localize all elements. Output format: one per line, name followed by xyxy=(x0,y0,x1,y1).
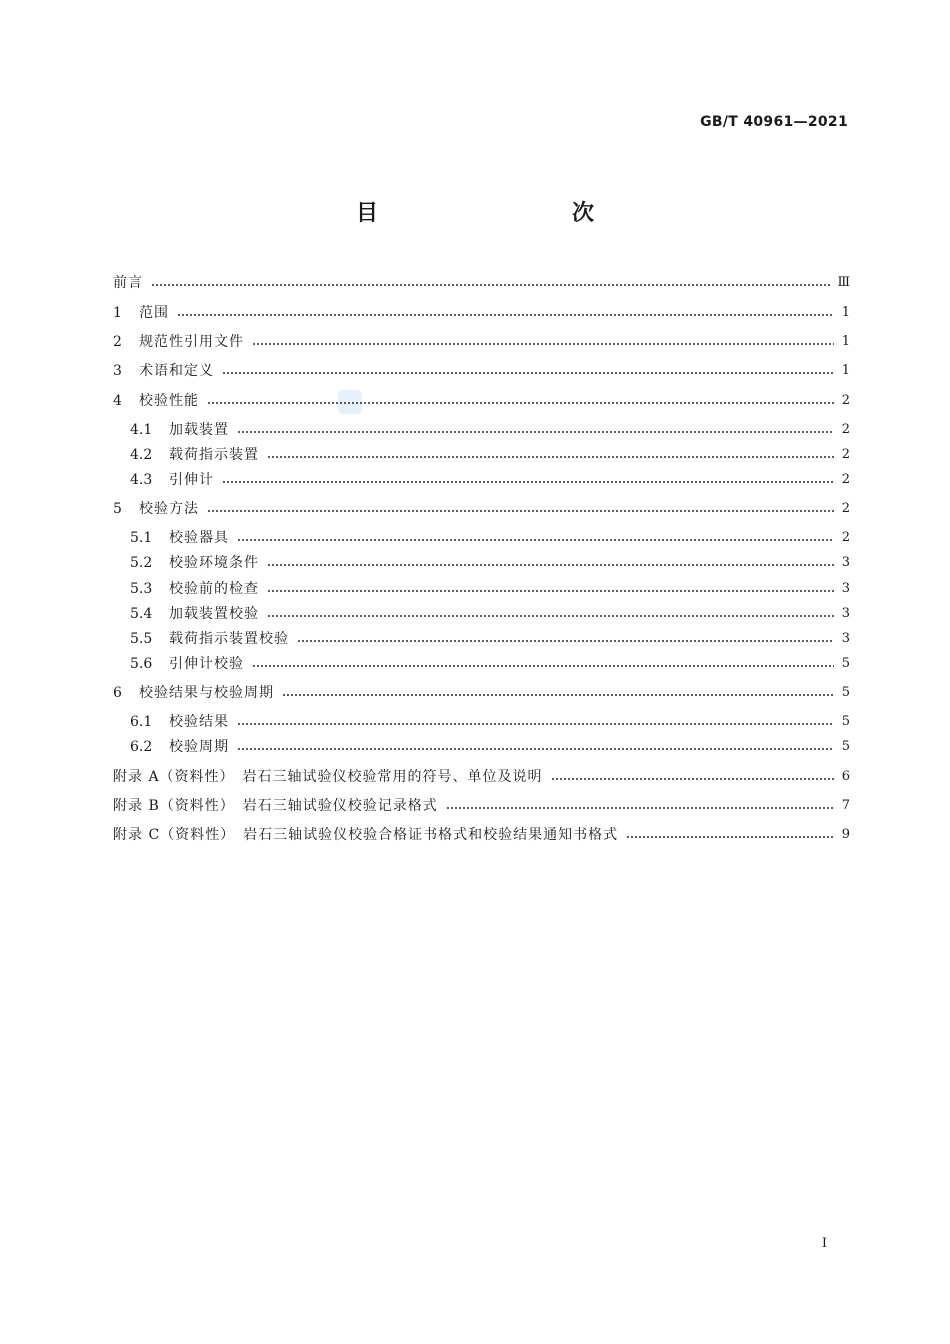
toc-entry[interactable] xyxy=(130,469,850,491)
toc-entry-number: 3 xyxy=(113,363,122,379)
toc-entry-number: 4.2 xyxy=(130,447,153,463)
toc-leader-dots xyxy=(282,694,834,696)
toc-entry[interactable] xyxy=(113,331,850,353)
toc-entry-title: 载荷指示装置 xyxy=(169,447,259,463)
toc-entry-title: 术语和定义 xyxy=(139,363,214,379)
toc-entry-title: 校验性能 xyxy=(139,393,199,409)
toc-entry[interactable] xyxy=(130,628,850,650)
toc-entry-title: 校验周期 xyxy=(169,739,229,755)
toc-entry-number: 4.1 xyxy=(130,422,153,438)
toc-entry-page: 2 xyxy=(841,472,850,487)
toc-entry-title: 附录 B（资料性） 岩石三轴试验仪校验记录格式 xyxy=(113,798,438,814)
toc-entry-title: 范围 xyxy=(139,305,169,321)
toc-entry-number: 5.3 xyxy=(130,581,153,597)
toc-leader-dots xyxy=(267,590,834,592)
toc-entry-page: 1 xyxy=(841,334,850,349)
toc-leader-dots xyxy=(237,539,834,541)
toc-entry-page: 3 xyxy=(841,581,850,596)
page-number: Ⅰ xyxy=(821,1236,827,1251)
toc-entry-title: 校验结果 xyxy=(169,714,229,730)
toc-entry-page: 5 xyxy=(841,714,850,729)
toc-entry[interactable] xyxy=(130,444,850,466)
toc-leader-dots xyxy=(237,723,834,725)
toc-leader-dots xyxy=(207,402,834,404)
toc-entry-page: 3 xyxy=(841,631,850,646)
toc-leader-dots xyxy=(267,615,834,617)
toc-entry-number: 5.2 xyxy=(130,555,153,571)
page-title: 目 次 xyxy=(355,201,644,226)
toc-entry[interactable] xyxy=(113,795,850,817)
toc-leader-dots xyxy=(267,456,834,458)
toc-entry-number: 5.6 xyxy=(130,656,153,672)
toc-entry-title: 校验前的检查 xyxy=(169,581,259,597)
toc-entry[interactable] xyxy=(130,711,850,733)
toc-entry-number: 4 xyxy=(113,393,122,409)
toc-entry-title: 载荷指示装置校验 xyxy=(169,631,289,647)
toc-entry[interactable] xyxy=(130,736,850,758)
toc-entry-page: 6 xyxy=(841,769,850,784)
toc-entry-page: 3 xyxy=(841,606,850,621)
toc-leader-dots xyxy=(267,564,834,566)
toc-leader-dots xyxy=(446,807,834,809)
toc-entry[interactable] xyxy=(113,302,850,324)
toc-leader-dots xyxy=(177,314,834,316)
toc-entry-title: 引伸计校验 xyxy=(169,656,244,672)
toc-leader-dots xyxy=(237,748,834,750)
toc-entry-page: 2 xyxy=(841,501,850,516)
toc-entry-title: 引伸计 xyxy=(169,472,214,488)
toc-entry-page: 2 xyxy=(841,530,850,545)
toc-entry-title: 加载装置 xyxy=(169,422,229,438)
toc-entry-page: 7 xyxy=(841,798,850,813)
toc-entry-title: 校验方法 xyxy=(139,501,199,517)
toc-leader-dots xyxy=(237,431,834,433)
toc-entry-title: 前言 xyxy=(113,275,143,291)
standard-number: GB/T 40961—2021 xyxy=(700,114,848,130)
toc-entry[interactable] xyxy=(130,419,850,441)
toc-entry[interactable] xyxy=(130,603,850,625)
toc-leader-dots xyxy=(297,640,834,642)
toc-entry-title: 校验器具 xyxy=(169,530,229,546)
toc-entry-title: 校验结果与校验周期 xyxy=(139,685,274,701)
toc-entry[interactable] xyxy=(113,360,850,382)
toc-entry-number: 1 xyxy=(113,305,122,321)
toc-entry-number: 5.5 xyxy=(130,631,153,647)
toc-entry-page: 9 xyxy=(841,827,850,842)
toc-entry[interactable] xyxy=(113,682,850,704)
toc-entry-page: 5 xyxy=(841,739,850,754)
toc-entry[interactable] xyxy=(113,824,850,846)
toc-entry-number: 4.3 xyxy=(130,472,153,488)
toc-entry-number: 6.1 xyxy=(130,714,153,730)
toc-entry-page: 2 xyxy=(841,393,850,408)
toc-entry[interactable] xyxy=(113,498,850,520)
toc-entry-page: 5 xyxy=(841,685,850,700)
toc-leader-dots xyxy=(222,481,834,483)
toc-entry-page: 2 xyxy=(841,447,850,462)
toc-entry-number: 5.4 xyxy=(130,606,153,622)
toc-entry[interactable] xyxy=(130,552,850,574)
toc-entry[interactable] xyxy=(113,390,850,412)
toc-leader-dots xyxy=(151,284,831,286)
toc-leader-dots xyxy=(252,343,834,345)
toc-entry-number: 2 xyxy=(113,334,122,350)
toc-entry-page: 3 xyxy=(841,555,850,570)
toc-entry-number: 5 xyxy=(113,501,122,517)
toc-entry[interactable] xyxy=(130,578,850,600)
toc-entry-number: 5.1 xyxy=(130,530,153,546)
toc-leader-dots xyxy=(207,510,834,512)
toc-entry[interactable] xyxy=(130,527,850,549)
toc-leader-dots xyxy=(626,836,834,838)
toc-entry-page: 1 xyxy=(841,305,850,320)
toc-entry-number: 6.2 xyxy=(130,739,153,755)
toc-entry-page: 2 xyxy=(841,422,850,437)
toc-entry-number: 6 xyxy=(113,685,122,701)
toc-leader-dots xyxy=(222,372,834,374)
toc-leader-dots xyxy=(252,665,834,667)
toc-leader-dots xyxy=(551,778,834,780)
toc-entry-page: 1 xyxy=(841,363,850,378)
toc-entry[interactable] xyxy=(130,653,850,675)
toc-entry-title: 加载装置校验 xyxy=(169,606,259,622)
toc-entry-title: 校验环境条件 xyxy=(169,555,259,571)
toc-entry[interactable] xyxy=(113,272,850,294)
toc-entry-page: 5 xyxy=(841,656,850,671)
toc-entry-title: 附录 A（资料性） 岩石三轴试验仪校验常用的符号、单位及说明 xyxy=(113,769,543,785)
toc-entry[interactable] xyxy=(113,766,850,788)
toc-entry-title: 规范性引用文件 xyxy=(139,334,244,350)
toc-entry-page: Ⅲ xyxy=(837,275,850,290)
toc-entry-title: 附录 C（资料性） 岩石三轴试验仪校验合格证书格式和校验结果通知书格式 xyxy=(113,827,619,843)
